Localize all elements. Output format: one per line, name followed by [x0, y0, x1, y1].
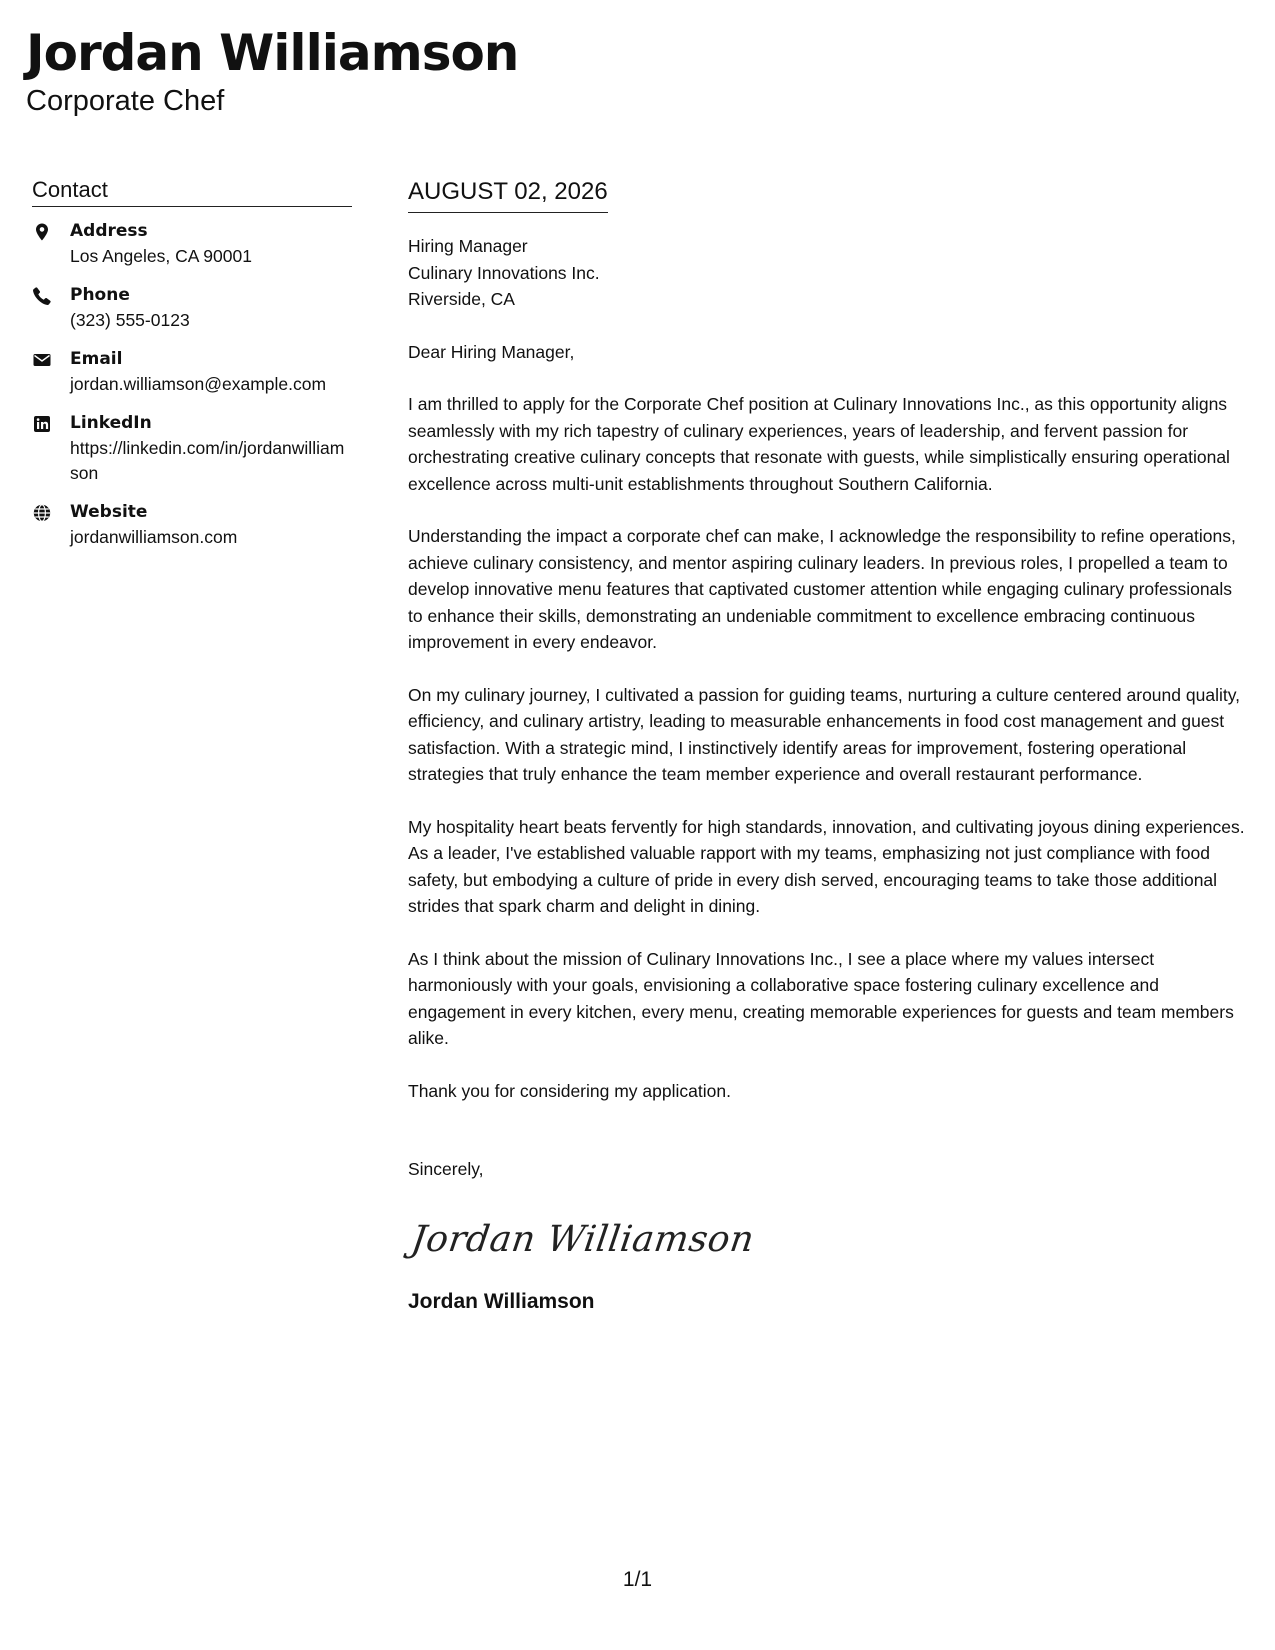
contact-heading: Contact — [32, 176, 352, 207]
recipient-block — [408, 233, 1248, 313]
linkedin-value: https://linkedin.com/in/jordanwilliamson — [70, 438, 345, 483]
envelope-icon — [32, 347, 70, 370]
contact-sidebar — [32, 176, 352, 564]
contact-label: Address — [70, 221, 148, 241]
page-number: 1/1 — [622, 1568, 653, 1591]
paragraph: On my culinary journey, I cultivated a passion for guiding teams, nurturing a culture centered around quality, efficiency, and culinary artistry, leading to measurable enhancements in food cost management and guest satisfaction. With a strategic mind, I instinctively identify areas for improvement, fostering operational strategies that truly enhance the team member experience and overall restaurant performance. — [408, 684, 1241, 784]
contact-linkedin — [32, 411, 352, 486]
paragraph: My hospitality heart beats fervently for high standards, innovation, and cultivating joyous dining experiences. As a leader, I've established valuable rapport with my teams, emphasizing not just compliance with food safety, but embodying a culture of pride in every dish served, encouraging teams to take those additional strides that spark charm and delight in dining. — [408, 816, 1245, 916]
applicant-name: Jordan Williamson — [26, 24, 519, 82]
contact-address — [32, 219, 352, 269]
email-value: jordan.williamson@example.com — [70, 374, 327, 394]
map-pin-icon — [32, 219, 70, 242]
phone-value: (323) 555-0123 — [70, 310, 190, 330]
contact-label: Website — [70, 502, 148, 522]
contact-label: Phone — [70, 285, 130, 305]
handwritten-signature: Jordan Williamson — [408, 1218, 757, 1260]
contact-email — [32, 347, 352, 397]
recipient-location: Riverside, CA — [408, 289, 515, 309]
contact-label: Email — [70, 349, 123, 369]
letter-date: AUGUST 02, 2026 — [408, 176, 608, 213]
recipient-name: Hiring Manager — [408, 236, 528, 256]
globe-icon — [32, 500, 70, 523]
resume-header — [26, 22, 518, 118]
contact-phone — [32, 283, 352, 333]
website-value: jordanwilliamson.com — [70, 527, 238, 547]
linkedin-icon — [32, 411, 70, 434]
paragraph: I am thrilled to apply for the Corporate Chef position at Culinary Innovations Inc., as this opportunity aligns seamlessly with my rich tapestry of culinary experiences, years of leadership, and fervent passion for orchestrating creative culinary concepts that resonate with guests, while simplistically ensuring operational excellence across multi-unit establishments throughout Southern California. — [408, 394, 1230, 494]
cover-letter-body — [408, 176, 1248, 1317]
contact-website — [32, 500, 352, 550]
phone-icon — [32, 283, 70, 306]
signed-name: Jordan Williamson — [408, 1289, 595, 1313]
paragraph: As I think about the mission of Culinary Innovations Inc., I see a place where my values intersect harmoniously with your goals, envisioning a collaborative space fostering culinary excellence and engagement in every kitchen, every menu, creating memorable experiences for guests and team members alike. — [408, 948, 1234, 1048]
closing: Sincerely, — [408, 1159, 484, 1179]
job-title: Corporate Chef — [26, 85, 225, 117]
salutation: Dear Hiring Manager, — [408, 341, 575, 362]
address-value: Los Angeles, CA 90001 — [70, 246, 252, 266]
contact-label: LinkedIn — [70, 413, 152, 433]
recipient-company: Culinary Innovations Inc. — [408, 262, 600, 283]
paragraph: Understanding the impact a corporate chef can make, I acknowledge the responsibility to refine operations, achieve culinary consistency, and mentor aspiring culinary leaders. In previous roles, I propelled a team to develop innovative menu features that captivated customer attention while engaging culinary professionals to enhance their skills, demonstrating an undeniable commitment to excellence embracing continuous improvement in every endeavor. — [408, 526, 1236, 652]
thank-you-line: Thank you for considering my application. — [408, 1080, 731, 1101]
